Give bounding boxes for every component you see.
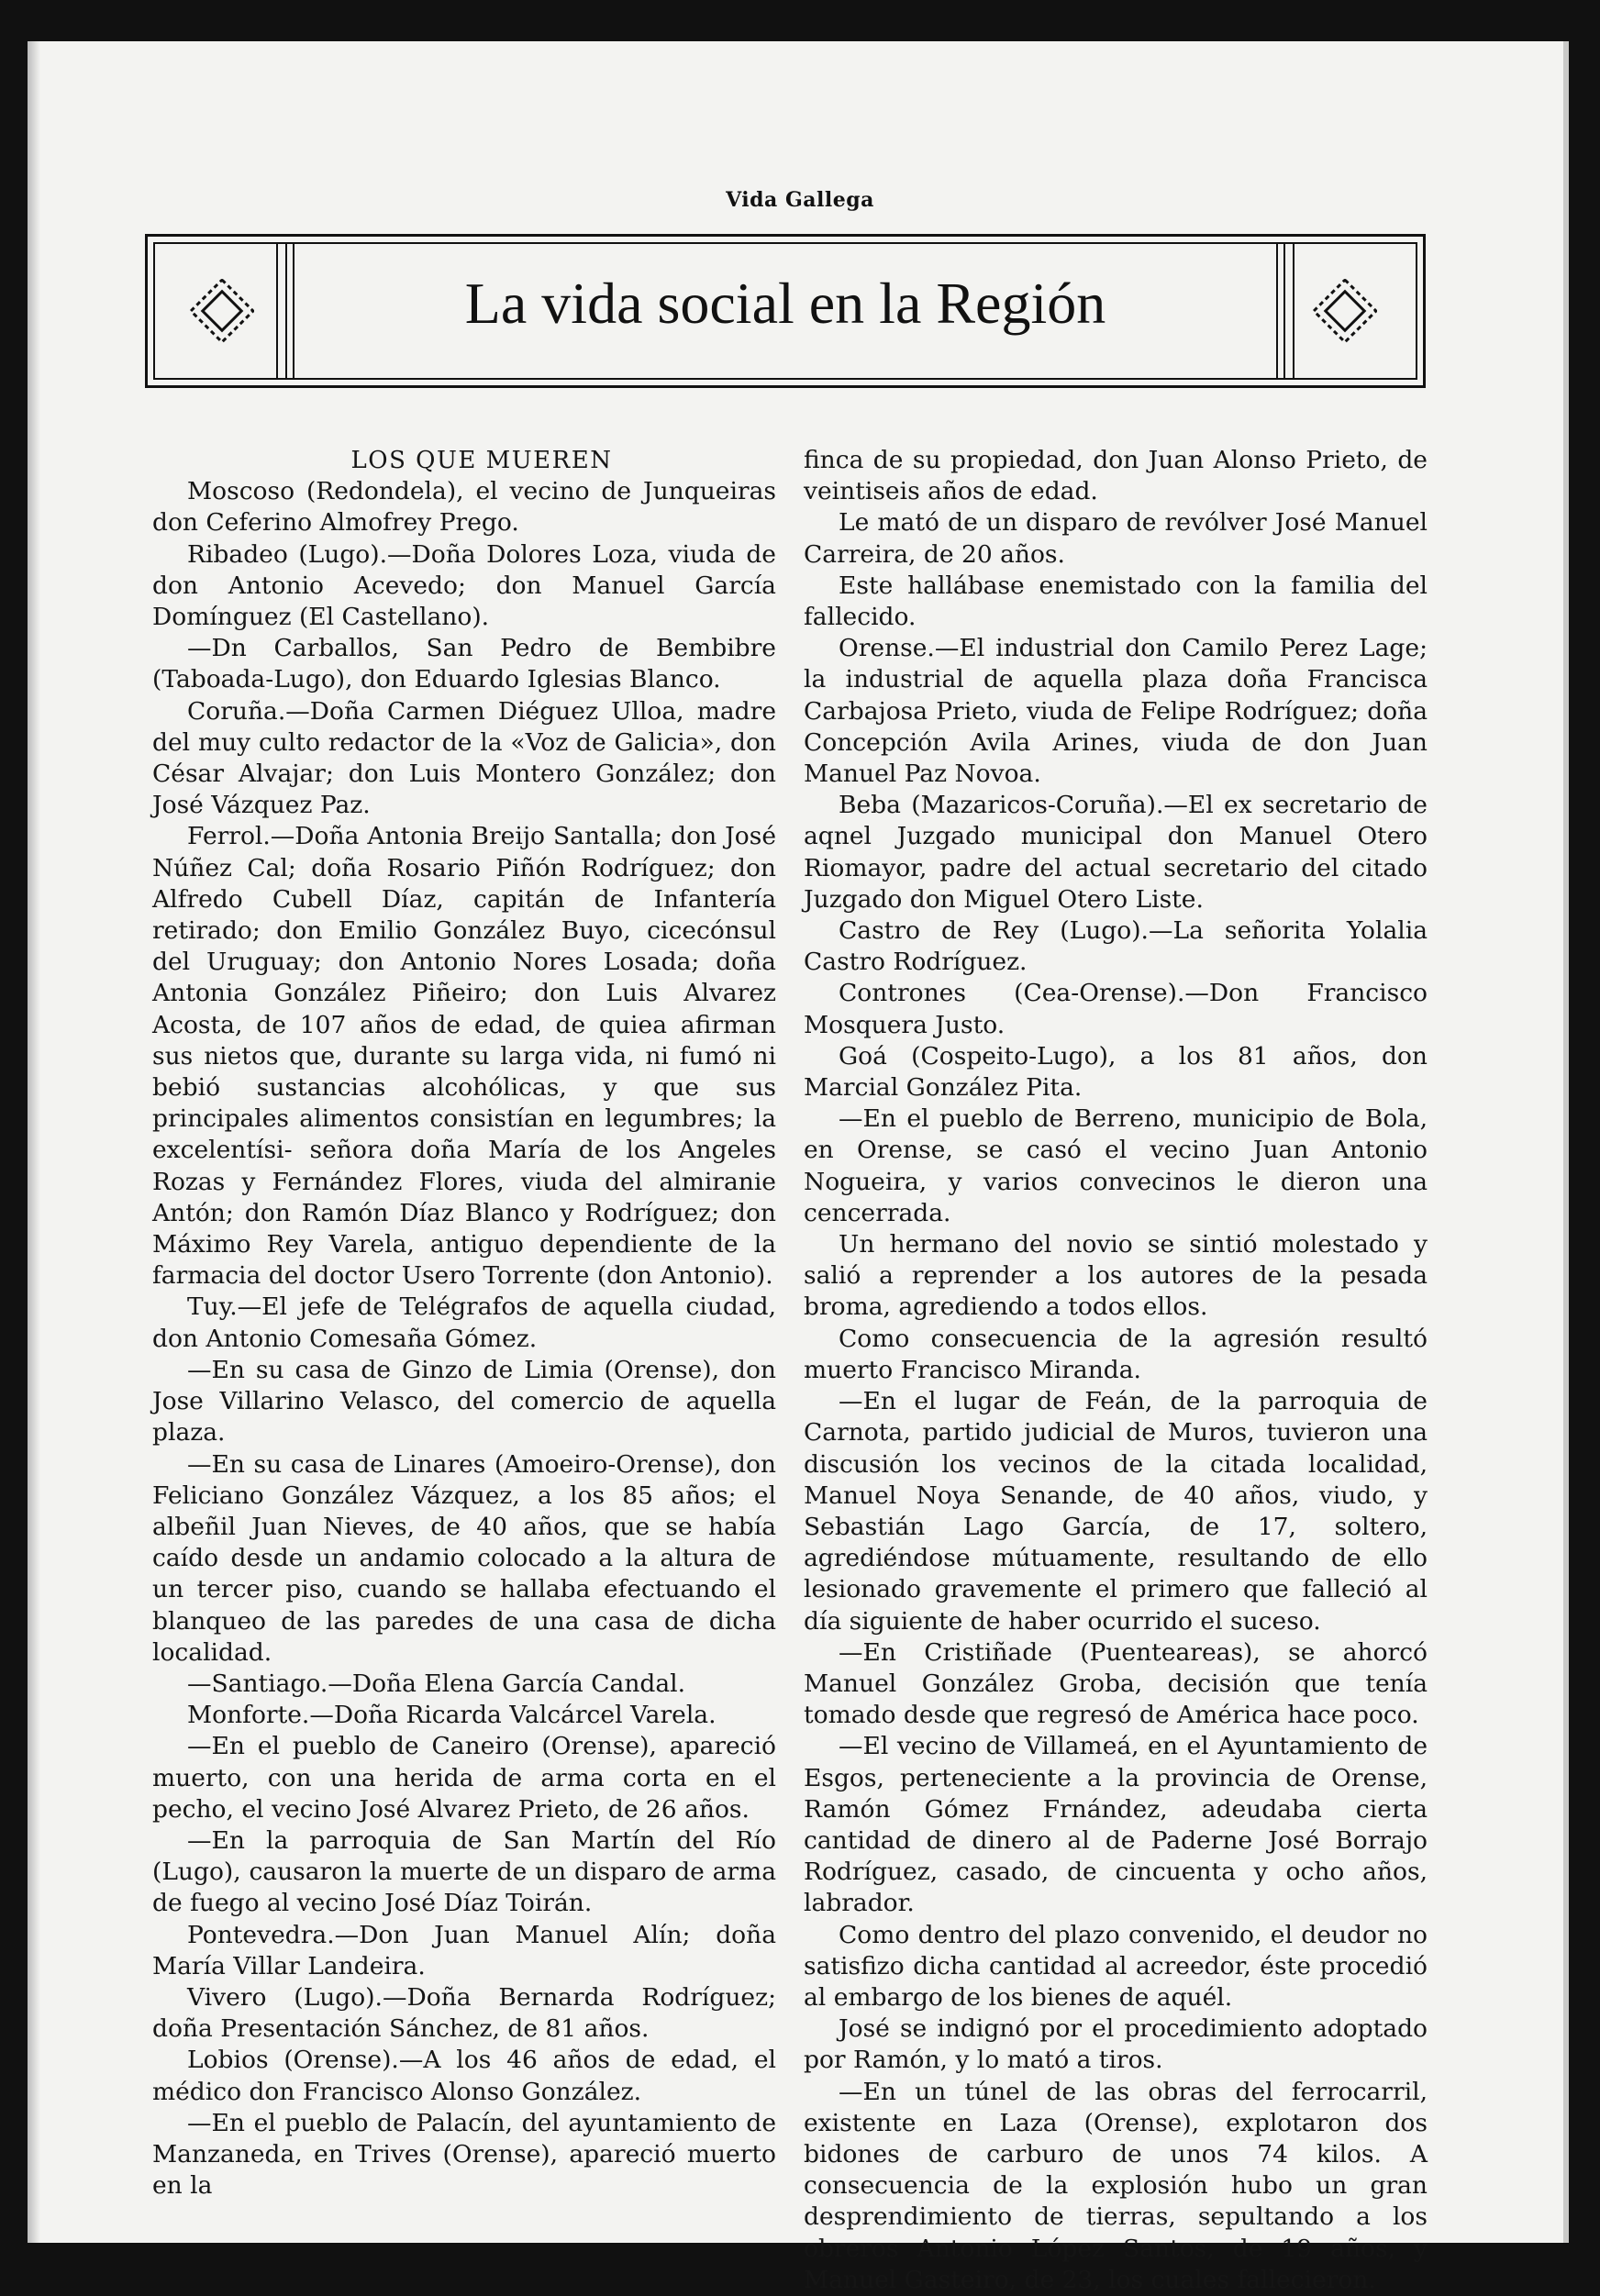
title-banner-inner xyxy=(153,242,1417,380)
paragraph: —En su casa de Ginzo de Limia (Orense), don Jose Villarino Velasco, del comercio de aquella plaza. xyxy=(152,1355,776,1447)
paragraph: Le mató de un disparo de revólver José Manuel Carreira, de 20 años. xyxy=(804,508,1428,569)
paragraph: —En su casa de Linares (Amoeiro-Orense), don Feliciano González Vázquez, a los 85 años; el albeñil Juan Nieves, de 40 años, que se había caído desde un andamio colocado a la altura de un tercer piso, cuando se hallaba efectuando el blanqueo de las paredes de una casa de dicha localidad. xyxy=(152,1449,776,1667)
paragraph: —En el lugar de Feán, de la parroquia de Carnota, partido judicial de Muros, tuvieron una discusión los vecinos de la citada localidad, Manuel Noya Senande, de 40 años, viudo, y Sebastián Lago García, de 17, soltero, agrediéndose mútuamente, resultando de ello lesionado gravemente el primero que falleció al día siguiente de haber ocurrido el suceso. xyxy=(804,1387,1428,1636)
paragraph: Monforte.—Doña Ricarda Valcárcel Varela. xyxy=(187,1701,717,1730)
banner-ornament-bar xyxy=(276,244,287,378)
ornament-icon xyxy=(1313,279,1377,343)
paragraph: Un hermano del novio se sintió molestado y salió a reprender a los autores de la pesada broma, agrediendo a todos ellos. xyxy=(804,1230,1428,1322)
paragraph: Como consecuencia de la agresión resultó muerto Francisco Miranda. xyxy=(804,1324,1428,1384)
paragraph: —El vecino de Villameá, en el Ayuntamiento de Esgos, perteneciente a la provincia de Orense, Ramón Gómez Frnández, adeudaba cierta cantidad de dinero al de Paderne José Borrajo Rodríguez, casado, de cincuenta y ocho años, labrador. xyxy=(804,1732,1428,1918)
title-banner xyxy=(145,234,1426,388)
paragraph: Ferrol.—Doña Antonia Breijo Santalla; don José Núñez Cal; doña Rosario Piñón Rodríguez; don Alfredo Cubell Díaz, capitán de Infantería retirado; don Emilio González Buyo, cicecónsul del Uruguay; don Antonio Nores Losada; doña Antonia González Piñeiro; don Luis Alvarez Acosta, de 107 años de edad, de quiea afirman sus nietos que, durante su larga vida, ni fumó ni bebió sustancias alcohólicas, y que sus principales alimentos consistían en legumbres; la excelentísi- señora doña María de los Angeles Rozas y Fernández Flores, viuda del almiranie Antón; don Ramón Díaz Blanco y Rodríguez; don Máximo Rey Varela, antiguo dependiente de la farmacia del doctor Usero Torrente (don Antonio). xyxy=(152,822,776,1291)
banner-ornament-right xyxy=(1276,244,1416,378)
ornament-icon xyxy=(190,279,254,343)
paragraph: Pontevedra.—Don Juan Manuel Alín; doña María Villar Landeira. xyxy=(152,1920,776,1980)
paragraph: finca de su propiedad, don Juan Alonso Prieto, de veintiseis años de edad. xyxy=(804,446,1428,506)
paragraph: Lobios (Orense).—A los 46 años de edad, el médico don Francisco Alonso González. xyxy=(152,2046,776,2106)
paragraph: —Dn Carballos, San Pedro de Bembibre (Taboada-Lugo), don Eduardo Iglesias Blanco. xyxy=(152,634,776,694)
article-column-left xyxy=(152,445,776,2202)
page-edge xyxy=(1563,41,1569,2243)
paragraph: —En el pueblo de Caneiro (Orense), apareció muerto, con una herida de arma corta en el pecho, el vecino José Alvarez Prieto, de 26 años. xyxy=(152,1732,776,1824)
paragraph: Beba (Mazaricos-Coruña).—El ex secretario de aqnel Juzgado municipal don Manuel Otero Riomayor, padre del actual secretario del citado Juzgado don Miguel Otero Liste. xyxy=(804,791,1428,914)
paragraph: Orense.—El industrial don Camilo Perez Lage; la industrial de aquella plaza doña Francisca Carbajosa Prieto, viuda de Felipe Rodríguez; doña Concepción Avila Arines, viuda de don Juan Manuel Paz Novoa. xyxy=(804,634,1428,789)
paragraph: Como dentro del plazo convenido, el deudor no satisfizo dicha cantidad al acreedor, éste procedió al embargo de los bienes de aquél. xyxy=(804,1920,1428,2012)
paragraph: Ribadeo (Lugo).—Doña Dolores Loza, viuda de don Antonio Acevedo; don Manuel García Domínguez (El Castellano). xyxy=(152,539,776,632)
paragraph: José se indignó por el procedimiento adoptado por Ramón, y lo mató a tiros. xyxy=(804,2014,1428,2075)
page-gutter-shadow xyxy=(28,41,40,2243)
banner-ornament-bar xyxy=(1283,244,1294,378)
page-title: La vida social en la Región xyxy=(464,271,1106,336)
running-head: Vida Gallega xyxy=(726,188,874,212)
paragraph: —En la parroquia de San Martín del Río (Lugo), causaron la muerte de un disparo de arma de fuego al vecino José Díaz Toirán. xyxy=(152,1825,776,1918)
paragraph: —Santiago.—Doña Elena García Candal. xyxy=(187,1669,686,1698)
paragraph: —En el pueblo de Palacín, del ayuntamiento de Manzaneda, en Trives (Orense), apareció muerto en la xyxy=(152,2108,776,2201)
paragraph: Coruña.—Doña Carmen Diéguez Ulloa, madre del muy culto redactor de la «Voz de Galicia», don César Alvajar; don Luis Montero González; don José Vázquez Paz. xyxy=(152,696,776,820)
paragraph: —En Cristiñade (Puenteareas), se ahorcó Manuel González Groba, decisión que tenía tomado desde que regresó de América hace poco. xyxy=(804,1637,1428,1730)
article-column-right xyxy=(804,445,1428,2296)
paragraph: Contrones (Cea-Orense).—Don Francisco Mosquera Justo. xyxy=(804,979,1428,1039)
paragraph: Castro de Rey (Lugo).—La señorita Yolalia Castro Rodríguez. xyxy=(804,916,1428,977)
paragraph: Goá (Cospeito-Lugo), a los 81 años, don Marcial González Pita. xyxy=(804,1041,1428,1103)
paragraph: Vivero (Lugo).—Doña Bernarda Rodríguez; doña Presentación Sánchez, de 81 años. xyxy=(152,1982,776,2044)
banner-ornament-left xyxy=(155,244,294,378)
paragraph: —En un túnel de las obras del ferrocarril, existente en Laza (Orense), explotaron dos bidones de carburo de unos 74 kilos. A consecuencia de la explosión hubo un gran desprendimiento de tierras, sepultando a los obreros Antonio López Santos, de 19 años, y Manuel Gasteiro, de 23, los cuales fallecieron. xyxy=(804,2077,1428,2294)
paragraph: —En el pueblo de Berreno, municipio de Bola, en Orense, se casó el vecino Juan Antonio Nogueira, y varios convecinos le dieron una cencerrada. xyxy=(804,1104,1428,1227)
paragraph: Moscoso (Redondela), el vecino de Junqueiras don Ceferino Almofrey Prego. xyxy=(152,477,776,538)
paragraph: Tuy.—El jefe de Telégrafos de aquella ciudad, don Antonio Comesaña Gómez. xyxy=(152,1292,776,1353)
section-heading: LOS QUE MUEREN xyxy=(350,447,613,474)
paragraph: Este hallábase enemistado con la familia del fallecido. xyxy=(804,571,1428,632)
